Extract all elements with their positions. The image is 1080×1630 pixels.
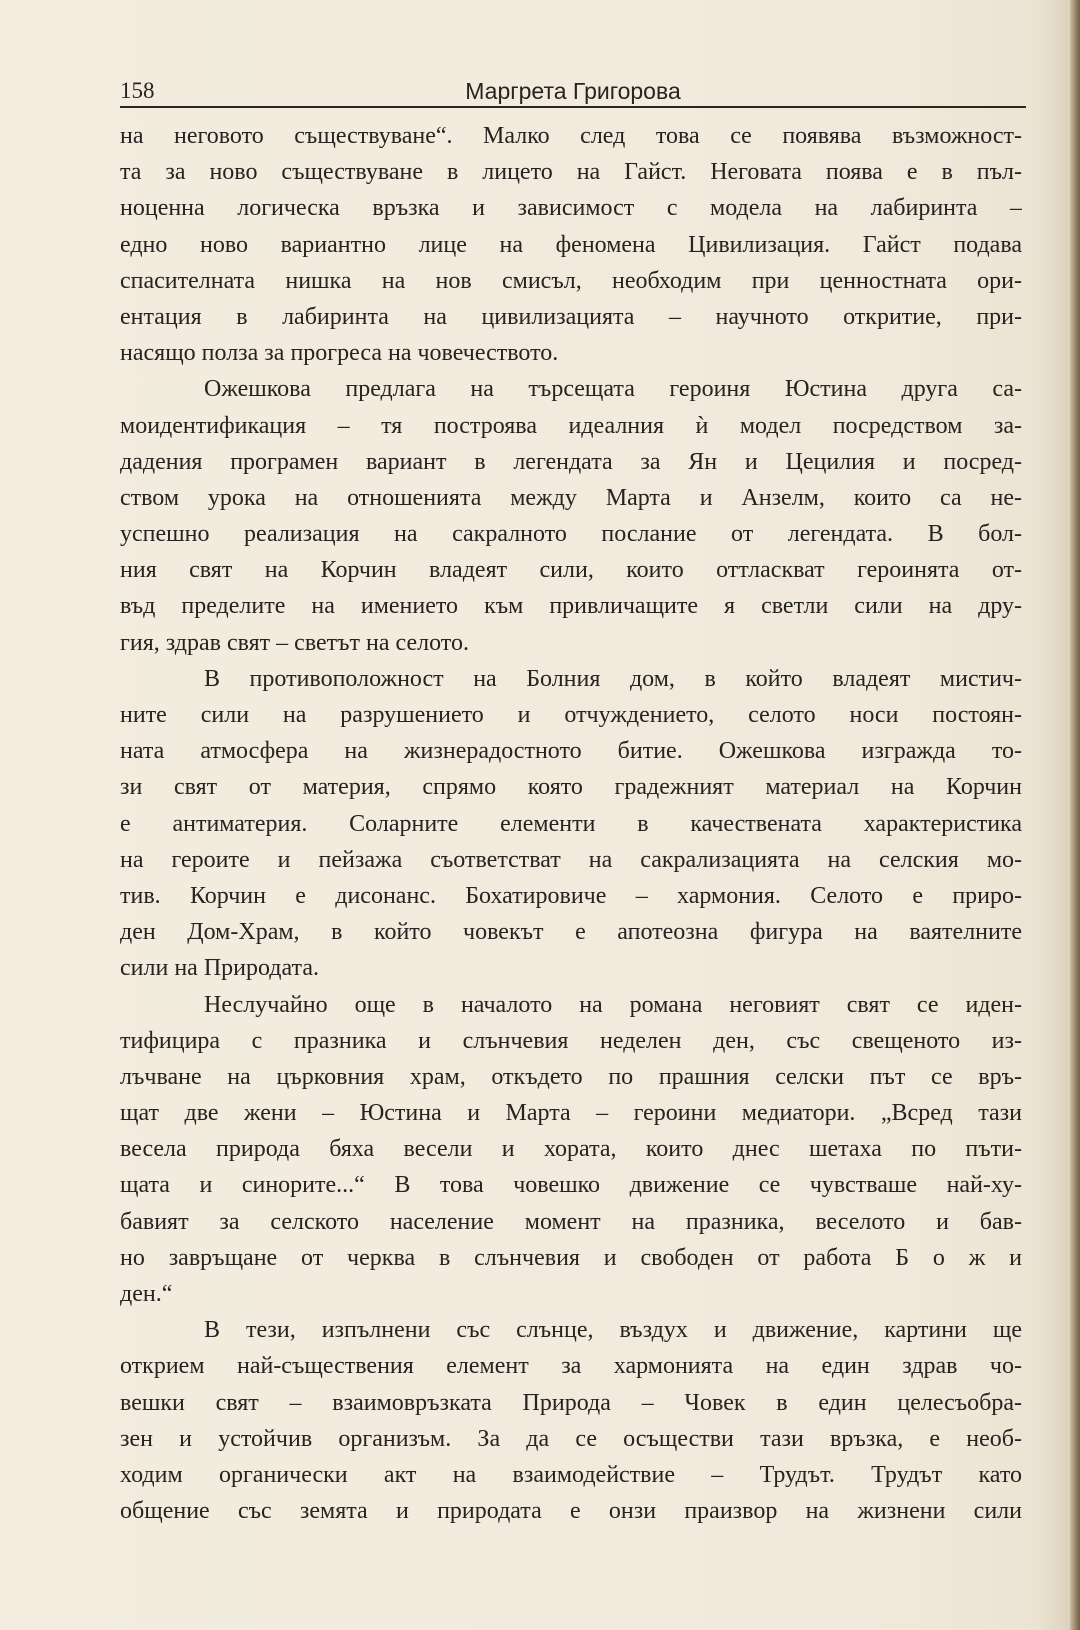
text-line: общение със земята и природата е онзи праизвор на жизнени сили (120, 1498, 1022, 1525)
text-line: дадения програмен вариант в легендата за Ян и Цецилия и посред- (120, 448, 1022, 475)
text-line: В тези, изпълнени със слънце, въздух и движение, картини ще (204, 1317, 1022, 1344)
text-line: насящо полза за прогреса на човечеството. (120, 340, 559, 367)
text-line: гия, здрав свят – светът на селото. (120, 629, 469, 656)
text-line: едно ново вариантно лице на феномена Цивилизация. Гайст подава (120, 231, 1022, 258)
text-line: сили на Природата. (120, 955, 319, 982)
text-line: на героите и пейзажа съответстват на сакрализацията на селския мо- (120, 846, 1022, 873)
text-line: ден Дом-Храм, в който човекът е апотеозна фигура на ваятелните (120, 919, 1022, 946)
text-line: зен и устойчив организъм. За да се осъществи тази връзка, е необ- (120, 1425, 1022, 1452)
page-header (120, 76, 1026, 108)
text-line: лъчване на църковния храм, откъдето по прашния селски път се връ- (120, 1063, 1022, 1090)
page-number: 158 (120, 78, 155, 103)
text-line: вешки свят – взаимовръзката Природа – Човек в един целесъобра- (120, 1389, 1022, 1416)
text-line: ните сили на разрушението и отчуждението, селото носи постоян- (120, 702, 1022, 728)
text-line: В противоположност на Болния дом, в който владеят мистич- (204, 665, 1022, 692)
text-line: тифицира с празника и слънчевия неделен ден, със свещеното из- (120, 1027, 1022, 1054)
text-line: бавият за селското население момент на празника, веселото и бав- (120, 1208, 1022, 1235)
running-head-author: Маргрета Григорова (465, 78, 681, 104)
text-line: ходим органически акт на взаимодействие – Трудът. Трудът като (120, 1461, 1022, 1488)
text-line: на неговото съществуване“. Малко след това се появява възможност- (120, 123, 1022, 149)
text-line: весела природа бяха весели и хората, които днес шетаха по пъти- (120, 1136, 1022, 1163)
page-edge (1070, 0, 1080, 1630)
text-line: ден.“ (120, 1281, 173, 1307)
text-line: моидентификация – тя построява идеалния ѝ модел посредством за- (120, 412, 1022, 439)
text-line: ния свят на Корчин владеят сили, които оттласкват героинята от- (120, 557, 1022, 584)
text-line: зи свят от материя, спрямо която градежният материал на Корчин (120, 774, 1022, 801)
text-line: въд пределите на имението към привличащите я светли сили на дру- (120, 593, 1022, 620)
text-line: ноценна логическа връзка и зависимост с модела на лабиринта – (120, 195, 1022, 222)
body-text (120, 118, 1022, 1529)
text-line: ством урока на отношенията между Марта и Анзелм, които са не- (120, 484, 1022, 511)
text-line: ентация в лабиринта на цивилизацията – научното откритие, при- (120, 303, 1022, 330)
text-line: Ожешкова предлага на търсещата героиня Юстина друга са- (204, 376, 1022, 403)
text-line: тив. Корчин е дисонанс. Бохатировиче – хармония. Селото е приро- (120, 882, 1022, 909)
text-line: щата и синорите...“ В това човешко движение се чувстваше най-ху- (120, 1172, 1022, 1199)
text-line: Неслучайно още в началото на романа неговият свят се иден- (204, 991, 1022, 1018)
text-line: та за ново съществуване в лицето на Гайст. Неговата поява е в пъл- (120, 159, 1022, 186)
text-line: ната атмосфера на жизнерадостното битие. Ожешкова изгражда то- (120, 738, 1022, 765)
text-line: спасителната нишка на нов смисъл, необходим при ценностната ори- (120, 267, 1022, 294)
text-line: открием най-съществения елемент за хармонията на един здрав чо- (120, 1353, 1022, 1380)
text-line: щат две жени – Юстина и Марта – героини медиатори. „Всред тази (120, 1100, 1022, 1127)
text-line: успешно реализация на сакралното послание от легендата. В бол- (120, 521, 1022, 548)
text-line: е антиматерия. Соларните елементи в качествената характеристика (120, 810, 1022, 837)
text-line: но завръщане от черква в слънчевия и свободен от работа Б о ж и (120, 1244, 1022, 1271)
